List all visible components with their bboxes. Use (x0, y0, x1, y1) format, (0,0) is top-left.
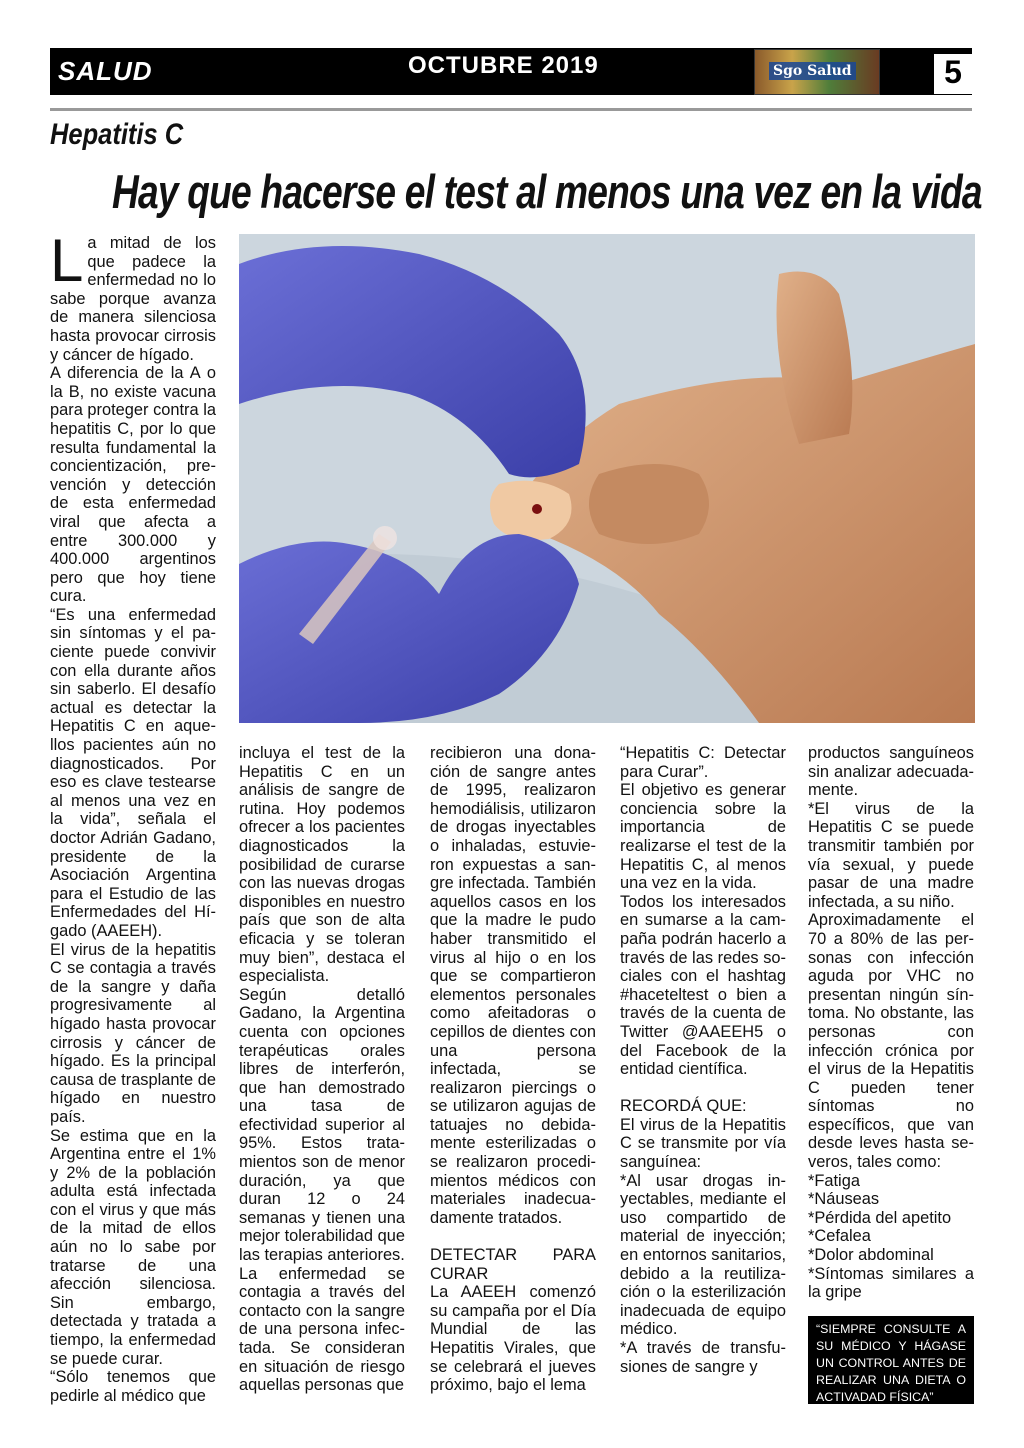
symptom-item: *Dolor abdominal (808, 1246, 934, 1265)
symptom-item: *Síntomas similares a la gripe (808, 1264, 974, 1302)
article-paragraph: *El virus de la Hepatitis C se puede transmitir también por vía sexual, y puede pasar de una madre infectada, a su niño. (808, 799, 974, 911)
article-paragraph: “Es una enfermedad sin síntomas y el paciente puede convivir con ella durante años sin saberlo. El desafío actual es detectar la Hepatitis C en aquellos pacientes aún no diagnosticados. Por eso es clave testearse al menos una vez en la vida”, señala el doctor Adrián Gadano, presidente de la Asociación Argentina para el Estudio de las Enfermedades del Hígado (AAEEH). (50, 605, 216, 940)
article-column-2 (239, 744, 405, 1395)
article-paragraph: El virus de la hepatitis C se contagia a través de la sangre y daña progresivamente al hígado hasta provocar cirrosis y cáncer de hígado. Es la principal causa de trasplante de hígado en nuestro país. (50, 940, 216, 1126)
article-column-3 (430, 744, 596, 1395)
article-column-4 (620, 744, 786, 1376)
section-subhead: RECORDÁ QUE: (620, 1097, 747, 1116)
article-paragraph: recibieron una donación de sangre antes de 1995, realizaron hemodiálisis, utilizaron de drogas inyectables o inhaladas, estuvieron expuestas a sangre infectada. También aquellos casos en los que la madre le pudo haber transmitido el virus al hijo o en los que se compartieron elementos personales como afeitadoras o cepillos de dientes con una persona infectada, se realizaron piercings o se utilizaron agujas de tatuajes no debidamente esterilizadas o se realizaron procedimientos médicos con materiales inadecuadamente tratados. (430, 744, 596, 1227)
article-paragraph: La mitad de los que padece la enfermedad no lo sabe porque avanza de manera silenciosa hasta provocar cirrosis y cáncer de hígado. (50, 227, 216, 364)
article-paragraph: Se estima que en la Argentina entre el 1% y 2% de la población adulta está infectada con el virus y que más de la mitad de ellos aún no lo sabe por tratarse de una afección silenciosa. Sin embargo, detectada y tratada a tiempo, la enfermedad se puede curar. (50, 1126, 216, 1368)
publication-logo (754, 49, 880, 95)
symptom-item: *Cefalea (808, 1227, 871, 1246)
article-paragraph: *Al usar drogas inyectables, mediante el uso compartido de material de inyección; en entornos sanitarios, debido a la reutilización o la esterilización inadecuada de equipo médico. (620, 1171, 786, 1339)
logo-text: Sgo Salud (769, 62, 856, 80)
drop-cap: L (50, 227, 84, 294)
article-paragraph: La enfermedad se contagia a través del contacto con la sangre de una persona infectada. Se consideran en situación de riesgo aquellas personas que (239, 1264, 405, 1395)
article-paragraph: El virus de la Hepatitis C se transmite por vía sanguínea: (620, 1115, 786, 1172)
issue-date: OCTUBRE 2019 (408, 52, 599, 79)
advisory-box: “SIEMPRE CONSULTE A SU MÉDICO Y HÁGASE UN CONTROL ANTES DE REALIZAR UNA DIETA O ACTIVADAD FÍSICA” (808, 1316, 974, 1404)
article-headline: Hay que hacerse el test al menos una vez en la vida (112, 165, 982, 218)
article-paragraph: productos sanguíneos sin analizar adecuadamente. (808, 744, 974, 800)
article-paragraph: “Sólo tenemos que pedirle al médico que (50, 1368, 216, 1405)
article-photo (239, 234, 975, 723)
section-subhead: DETECTAR PARA CURAR (430, 1246, 596, 1283)
article-paragraph: incluya el test de la Hepatitis C en un análisis de sangre de rutina. Hoy podemos ofrecer a los pacientes diagnosticados la posibilidad de curarse con las nuevas drogas disponibles en nuestro país que son de alta eficacia y se toleran muy bien”, destaca el especialista. (239, 744, 405, 986)
article-paragraph: A diferencia de la A o la B, no existe vacuna para proteger contra la hepatitis C, por lo que resulta fundamental la concientización, prevención y detección de esta enfermedad viral que afecta a entre 300.000 y 400.000 argentinos pero que hoy tiene cura. (50, 364, 216, 606)
article-kicker: Hepatitis C (50, 118, 184, 151)
symptom-item: *Fatiga (808, 1171, 860, 1190)
article-paragraph: Según detalló Gadano, la Argentina cuenta con opciones terapéuticas orales libres de interferón, que han demostrado una tasa de efectividad superior al 95%. Estos tratamientos son de menor duración, ya que duran 12 o 24 semanas y tienen una mejor tolerabilidad que las terapias anteriores. (239, 985, 405, 1265)
symptom-item: *Náuseas (808, 1190, 880, 1209)
article-paragraph: La AAEEH comenzó su campaña por el Día Mundial de las Hepatitis Virales, que se celebrará el jueves próximo, bajo el lema (430, 1283, 596, 1395)
page-number: 5 (934, 54, 972, 94)
article-column-5 (808, 744, 974, 1302)
gloved-hands-finger-prick-photo (239, 234, 975, 723)
article-paragraph: Aproximadamente el 70 a 80% de las personas con infección aguda por VHC no presentan ningún síntoma. No obstante, las personas con infección crónica por el virus de la Hepatitis C pueden tener síntomas no específicos, que van desde leves hasta severos, tales como: (808, 911, 974, 1172)
article-paragraph: “Hepatitis C: Detectar para Curar”. (620, 744, 786, 781)
article-column-1 (50, 227, 216, 1405)
section-label: SALUD (58, 56, 153, 86)
article-paragraph: El objetivo es generar conciencia sobre la importancia de realizarse el test de la Hepatitis C, al menos una vez en la vida. (620, 781, 786, 893)
header-rule (50, 108, 972, 111)
symptom-item: *Pérdida del apetito (808, 1208, 952, 1227)
article-paragraph: *A través de transfusiones de sangre y (620, 1339, 786, 1376)
page-header (50, 48, 972, 95)
article-paragraph: Todos los interesados en sumarse a la campaña podrán hacerlo a través de las redes sociales con el hashtag #haceteltest o bien a través de la cuenta de Twitter @AAEEH5 o del Facebook de la entidad científica. (620, 892, 786, 1079)
